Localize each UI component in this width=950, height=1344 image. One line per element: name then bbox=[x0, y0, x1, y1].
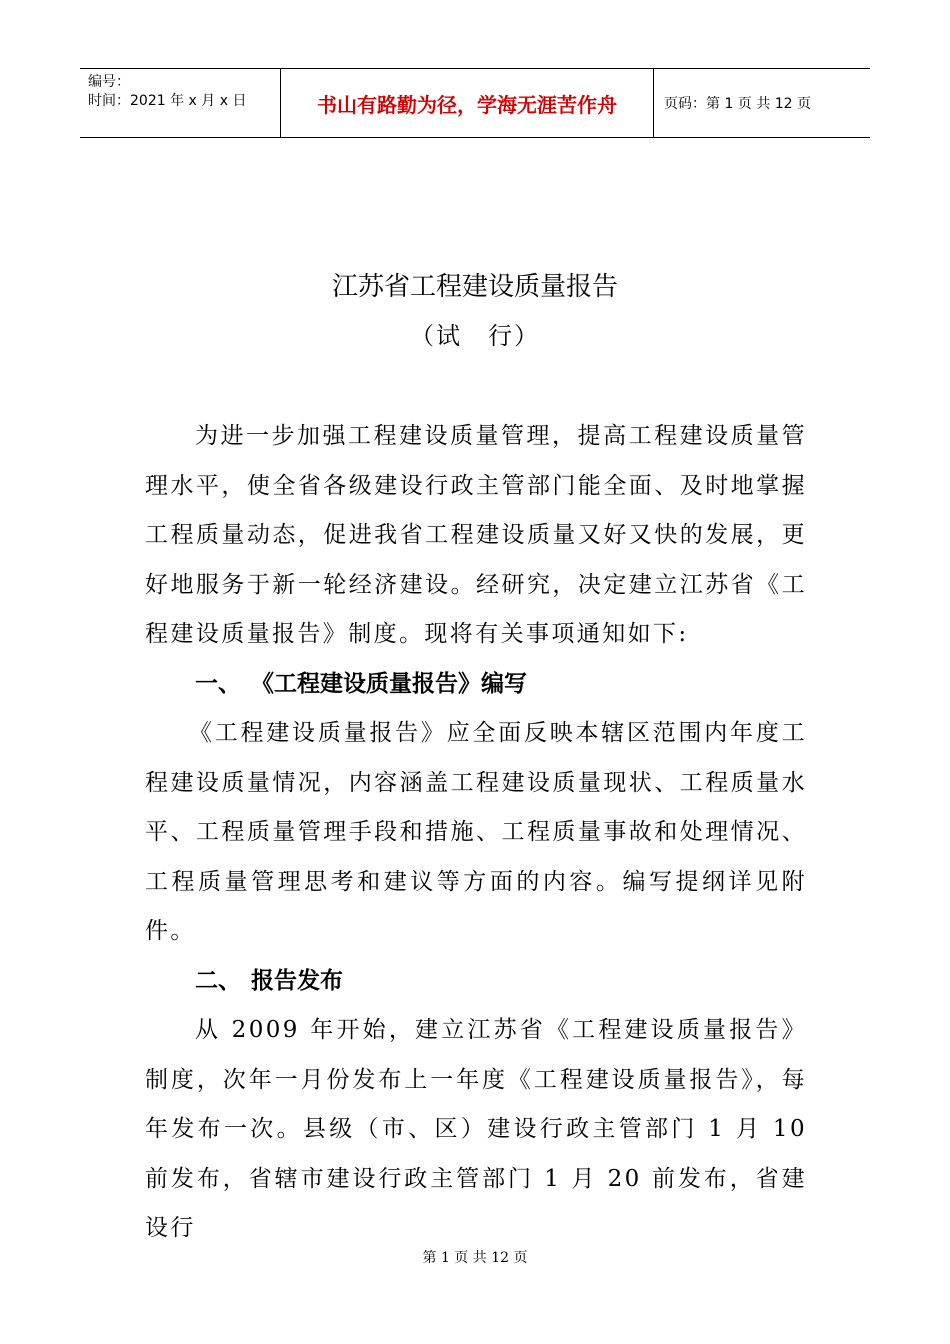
section-2-number: 二、 bbox=[195, 967, 241, 994]
section-1-number: 一、 bbox=[195, 670, 241, 697]
header-meta bbox=[80, 69, 281, 137]
number-label: 编号： bbox=[88, 74, 130, 90]
document-title: 江苏省工程建设质量报告 bbox=[331, 272, 618, 302]
section-2-heading bbox=[145, 957, 807, 1007]
intro-paragraph: 为进一步加强工程建设质量管理，提高工程建设质量管理水平，使全省各级建设行政主管部门能全面、及时地掌握工程质量动态，促进我省工程建设质量又好又快的发展，更好地服务于新一轮经济建设。经研究，决定建立江苏省《工程建设质量报告》制度。现将有关事项通知如下: bbox=[145, 423, 807, 647]
section-2-paragraph: 从 2009 年开始，建立江苏省《工程建设质量报告》制度，次年一月份发布上一年度《工程建设质量报告》，每年发布一次。县级（市、区）建设行政主管部门 1 月 10 前发布，省辖市建设行政主管部门 1 月 20 前发布，省建设行 bbox=[145, 1017, 807, 1241]
section-1-title: 《工程建设质量报告》编写 bbox=[251, 670, 527, 697]
document-subtitle: （试 行） bbox=[410, 322, 540, 350]
section-1-heading bbox=[145, 660, 807, 710]
time-label: 时间：2021 年 x 月 x 日 bbox=[88, 93, 247, 109]
document-body bbox=[145, 412, 807, 1254]
section-2-title: 报告发布 bbox=[251, 967, 343, 994]
header-page-info: 页码：第 1 页 共 12 页 bbox=[664, 96, 811, 112]
section-1-paragraph: 《工程建设质量报告》应全面反映本辖区范围内年度工程建设质量情况，内容涵盖工程建设质量现状、工程质量水平、工程质量管理手段和措施、工程质量事故和处理情况、工程质量管理思考和建议等方面的内容。编写提纲详见附件。 bbox=[145, 720, 807, 944]
header-motto: 书山有路勤为径，学海无涯苦作舟 bbox=[281, 69, 654, 137]
page-footer: 第 1 页 共 12 页 bbox=[422, 1250, 528, 1266]
page-header bbox=[80, 68, 870, 138]
